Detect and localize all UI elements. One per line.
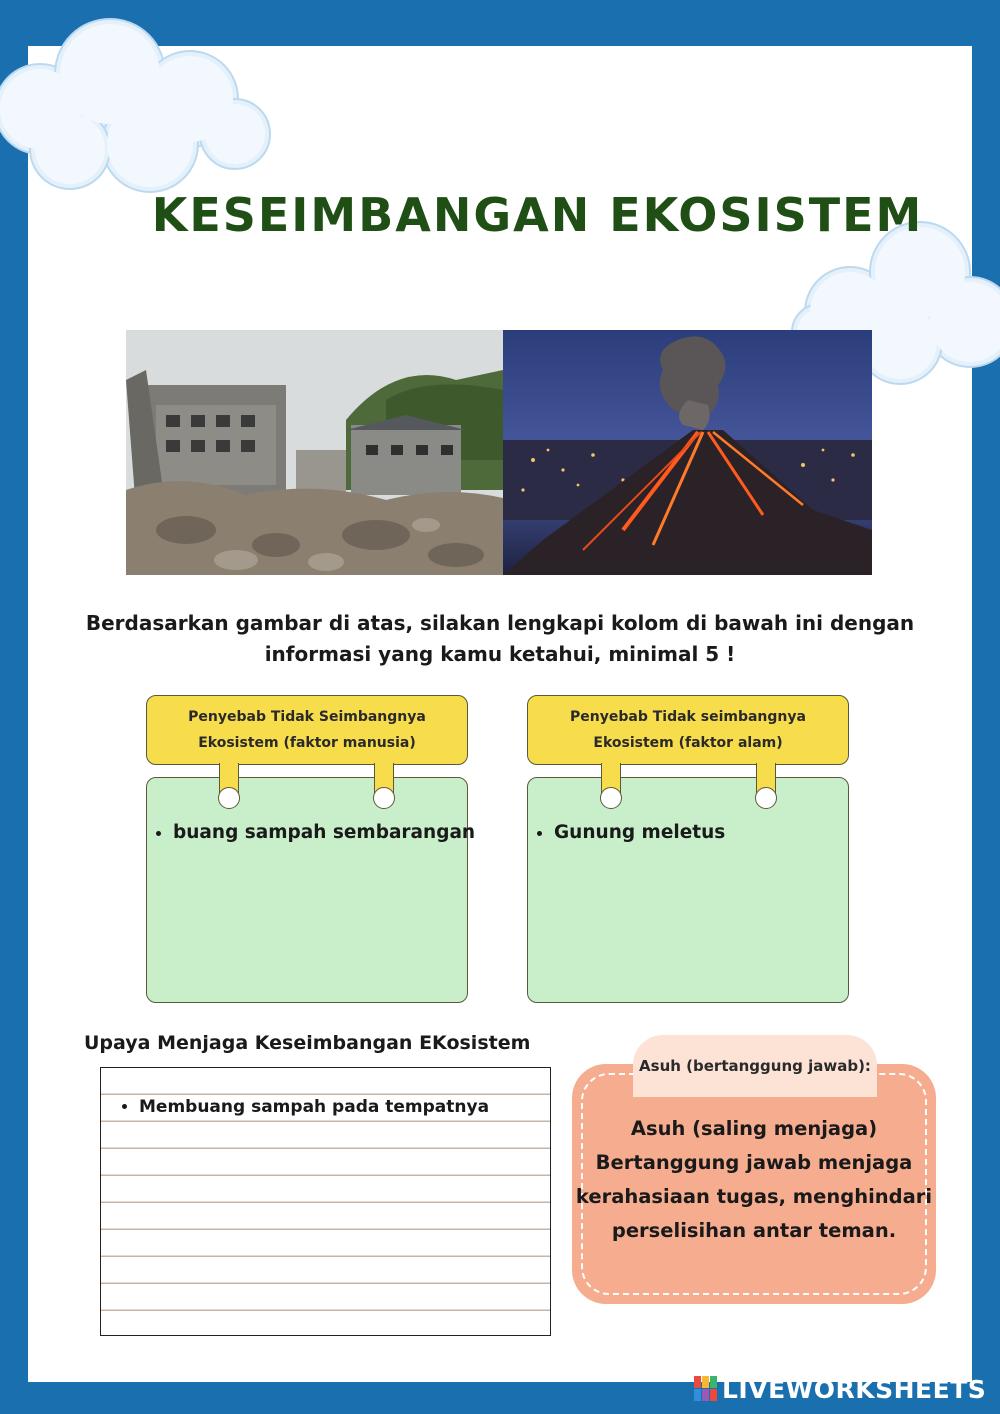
asuh-line: kerahasiaan tugas, menghindari [575, 1185, 933, 1208]
asuh-box [572, 1064, 936, 1304]
list-item: • buang sampah sembarangan [173, 822, 467, 843]
liveworksheets-brand[interactable] [694, 1374, 986, 1404]
asuh-line: Asuh (saling menjaga) [630, 1117, 878, 1140]
instruction-text [60, 608, 940, 670]
volcano-photo [503, 330, 872, 575]
brand-text: LIVEWORKSHEETS [722, 1374, 987, 1404]
page-title: KESEIMBANGAN EKOSISTEM [151, 188, 924, 242]
liveworksheets-logo-icon [694, 1376, 718, 1402]
asuh-line: perselisihan antar teman. [611, 1219, 897, 1242]
card-human-factor-title-2: Ekosistem (faktor manusia) [198, 735, 416, 751]
card-natural-factor-title-1: Penyebab Tidak seimbangnya [570, 709, 806, 725]
asuh-text [572, 1112, 936, 1248]
card-natural-factor-title-2: Ekosistem (faktor alam) [593, 735, 783, 751]
card-natural-factor-answer-box[interactable] [527, 777, 849, 1003]
card-ring [218, 787, 240, 809]
upaya-answer-box[interactable] [100, 1067, 551, 1336]
cloud-top-left [0, 14, 285, 199]
asuh-line: Bertanggung jawab menjaga [595, 1151, 913, 1174]
card-human-factor-title-1: Penyebab Tidak Seimbangnya [188, 709, 426, 725]
instruction-line-1: Berdasarkan gambar di atas, silakan lengkapi kolom di bawah ini dengan [85, 611, 915, 635]
card-ring [373, 787, 395, 809]
list-item: • Membuang sampah pada tempatnya [139, 1093, 550, 1121]
card-human-factor-answer-box[interactable] [146, 777, 476, 1003]
list-item: • Gunung meletus [554, 822, 848, 843]
card-natural-factor-header [527, 695, 849, 765]
landslide-photo [126, 330, 503, 575]
card-human-factor [146, 695, 476, 1005]
card-ring [755, 787, 777, 809]
card-natural-factor [527, 695, 851, 1005]
card-ring [600, 787, 622, 809]
instruction-line-2: informasi yang kamu ketahui, minimal 5 ! [264, 642, 736, 666]
upaya-label: Upaya Menjaga Keseimbangan EKosistem [84, 1032, 531, 1054]
card-human-factor-header [146, 695, 468, 765]
asuh-tab: Asuh (bertanggung jawab): [633, 1035, 877, 1097]
